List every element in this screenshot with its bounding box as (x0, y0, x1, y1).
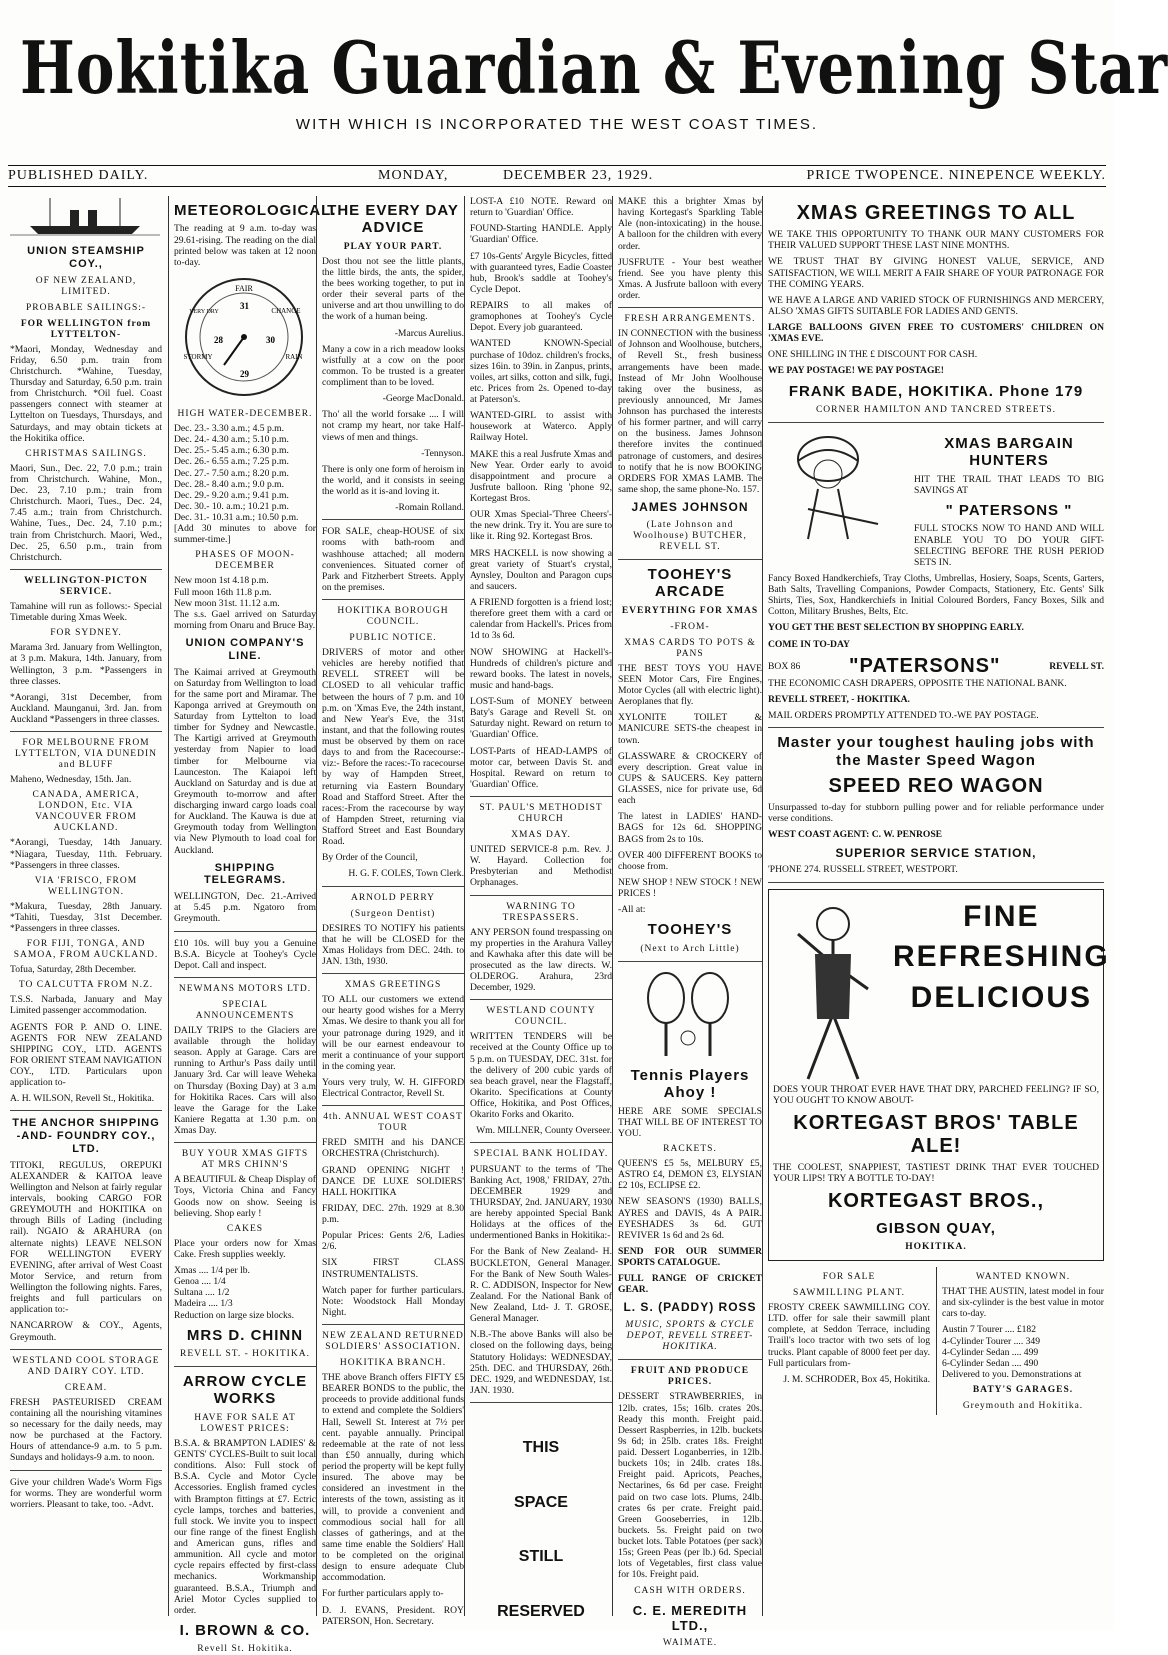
reo-agent: WEST COAST AGENT: C. W. PENROSE (768, 829, 943, 841)
dial-tick-29: 29 (240, 368, 249, 379)
steamship-icon (10, 196, 160, 236)
three-cheers-ad: OUR Xmas Special-'Three Cheers'-the new drink. Try it. You are sure to like it. Ring 92. Kortegast Bros. (470, 509, 612, 543)
balls-text: NEW SEASON'S (1930) BALLS, AYRES and DAVIS, 4s A PAIR. EYESHADES 3s 6d. GUT REVIVER 1s 6d and 2s 6d. (618, 1196, 762, 1241)
ross-name: L. S. (PADDY) ROSS (623, 1300, 757, 1315)
rsa-head: NEW ZEALAND RETURNED SOLDIERS' ASSOCIATION. (322, 1331, 464, 1353)
rsa-text: THE above Branch offers FIFTY £5 BEARER BONDS to the public, the proceeds to provide additional funds to extend and complete the Soldiers' Hall, Sewell St. Interest at 7½ per cent. payable annually. Principal redeemable at the rate of not less than £50 annually, during which period the property will be kept fully insured. The above may be considered an investment in the interests of the town, assisting as it will, to provide a convenient and commodious social hall for all classes of gatherings, and at the same time enable the Soldiers' Hall to be completed on the original design to ensure adequate Club accommodation. (322, 1372, 464, 1584)
dateline (8, 165, 1106, 187)
revell-street: REVELL STREET, - HOKITIKA. (768, 693, 910, 705)
dial-label-very-dry: VERY DRY (189, 308, 219, 315)
lost-money: LOST-Sum of MONEY between Baty's Garage and Revell St. on Saturday night. Reward on return to 'Guardian' Office. (470, 696, 612, 741)
advice-text: There is only one form of heroism in the world, and it consists in seeing the world as it is-and loving it. (322, 463, 464, 498)
sawmill-head: SAWMILLING PLANT. (792, 1288, 906, 1299)
tour-date: FRIDAY, DEC. 27th. 1929 at 8.30 p.m. (322, 1202, 464, 1226)
newmans-text: DAILY TRIPS to the Glaciers are available through the holiday season. Apply at Garage. Cars are running to Arthur's Pass daily until January 3rd. Car will leave Weheka on Thursday (Boxing Day) at 3 a.m for Hokitika Races. Cars will also leave the Garage for the Lake Kaniere Regatta at 1.30 p.m. on Xmas Day. (174, 1024, 316, 1137)
high-water-row: Dec. 29.- 9.20 a.m.; 9.41 p.m. (174, 489, 289, 501)
brown-name: I. BROWN & CO. (179, 1621, 311, 1639)
perry-sub: (Surgeon Dentist) (350, 908, 436, 919)
patersons-row (768, 655, 1104, 678)
anchor-text: TITOKI, REGULUS, OREPUKI ALEXANDER & KAITOA leave Wellington and Nelson at fairly regular intervals, booking CARGO FOR GREYMOUTH and HOKITIKA on through Bills of Lading (including rail). NGAIO & ARAHURA (on alternate nights) LEAVE NELSON FOR WELLINGTON EVERY EVENING, after arrival of West Coast Motor Service, and return from Wellington the following nights. Fares, freights and full particulars on application to:- (10, 1159, 162, 1316)
bank-sigs: For the Bank of New Zealand- H. BUCKLETON, General Manager. For the Bank of New South Wales- R. C. ADDISON, Inspector for New Zealand. For the National Bank of New Zealand, Ltd- J. T. GROSE, General Manager. (470, 1246, 612, 1325)
moon-row: New moon 31st. 11.12 a.m. (174, 597, 280, 609)
cricket: FULL RANGE OF CRICKET GEAR. (618, 1273, 762, 1296)
chinn-head: BUY YOUR XMAS GIFTS AT MRS CHINN'S (181, 1149, 309, 1171)
bargain-selection: YOU GET THE BEST SELECTION BY SHOPPING EARLY. (768, 622, 1024, 634)
cream-head: CREAM. (64, 1382, 108, 1393)
church-sub: XMAS DAY. (511, 830, 571, 841)
austin-row: 4-Cylinder Tourer .... 349 (942, 1335, 1041, 1347)
church-text: UNITED SERVICE-8 p.m. Rev. J. W. Hayard. Collection for Presbyterian and Methodist Orphanages. (470, 844, 612, 889)
bsa-text: £10 10s. will buy you a Genuine B.S.A. Bicycle at Toohey's Cycle Depot. Call and inspect. (174, 937, 316, 971)
greetings-postage: WE PAY POSTAGE! WE PAY POSTAGE! (768, 365, 944, 377)
bargain-fancy: Fancy Boxed Handkerchiefs, Tray Cloths, Umbrellas, Hosiery, Soaps, Scents, Garters, Bath Salts, Travelling Companions, Powder Compacts, Stationery, Etc. Gents' Silk Shirts, Ties, Sox, Handkerchiefs in Initial Coloured Borders, Fancy Boxes, Silk and Cotton, Military Brushes, Belts, Etc. (768, 572, 1104, 618)
cakes-row: Genoa .... 1/4 (174, 1276, 226, 1288)
high-water-row: Dec. 23.- 3.30 a.m.; 4.5 p.m. (174, 423, 285, 435)
reo-name: SPEED REO WAGON (828, 774, 1044, 797)
arrow-text: B.S.A. & BRAMPTON LADIES' & GENTS' CYCLES-Built to suit local conditions. Also: Full stock of B.S.A. Cycle and Motor Cycle Accessories. English framed cycles with Brampton fittings at £7. Ectric cycle lamps, torches and batteries, full stock. We invite you to inspect our fine range of the finest English and American guns, rifles and ammunition. All cycle and motor cycle repairs effected by first-class mechanics. Workmanship guaranteed. B.S.A., Triumph and Ariel Motor Cycles supplied to order. (174, 1437, 316, 1616)
fresh-head: FRESH ARRANGEMENTS. (624, 314, 756, 325)
cards-pots: XMAS CARDS TO POTS & PANS (624, 637, 756, 659)
toohey-name: TOOHEY'S (647, 921, 733, 939)
johnson-name: JAMES JOHNSON (631, 500, 749, 515)
perry-text: DESIRES TO NOTIFY his patients that he will be CLOSED for the Xmas Holidays from DEC. 24th. to JAN. 13th, 1930. (322, 922, 464, 967)
tour-six: SIX FIRST CLASS INSTRUMENTALISTS. (322, 1257, 464, 1280)
picton-text: Tamahine will run as follows:- Special Timetable during Xmas Week. (10, 601, 162, 624)
box-86: BOX 86 (768, 660, 801, 672)
advice-text: Dost thou not see the little plants, the little birds, the ants, the spider, the bees working together, to put in order their several parts of the universe and art thou unwilling to do the work of a human being. (322, 255, 464, 323)
melbourne-text: Maheno, Wednesday, 15th. Jan. (10, 774, 132, 786)
argyle-bicycles: £7 10s-Gents' Argyle Bicycles, fitted with guaranteed tyres, Eadie Coaster hub, Brook's saddle at Toohey's Cycle Depot. (470, 250, 612, 295)
xmas-sailings-head: CHRISTMAS SAILINGS. (25, 448, 147, 459)
cakes-row: Madeira .... 1/3 (174, 1298, 233, 1310)
austin-row: 6-Cylinder Sedan .... 490 (942, 1357, 1039, 1369)
moon-head: PHASES OF MOON-DECEMBER (195, 550, 295, 572)
wanted-known-head: WANTED KNOWN. (975, 1272, 1071, 1283)
all-at: -All at: (618, 904, 646, 916)
county-head: WESTLAND COUNTY COUNCIL. (486, 1006, 596, 1028)
county-text: WRITTEN TENDERS will be received at the County Office up to 5 p.m. on TUESDAY, DEC. 31st. for the delivery of 200 cubic yards of sea beach gravel, near the Flagstaff, Okarito. Specifications at County Office, Hokitika, and Post Offices, Okarito Forks and Okarito. (470, 1031, 612, 1121)
showing-ad: NOW SHOWING at Hackell's-Hundreds of children's picture and reward books. The latest in novels, music and hand-bags. (470, 646, 612, 691)
reserved-reserved: RESERVED (497, 1602, 585, 1620)
frisco-head: VIA 'FRISCO, FROM WELLINGTON. (34, 875, 138, 897)
baty-garages: BATY'S GARAGES. (972, 1385, 1074, 1396)
hackell-ad: MRS HACKELL is now showing a great variety of Stuart's crystal, Aynsley, Doulton and Paragon cups and saucers. (470, 547, 612, 592)
greetings-stock: WE HAVE A LARGE AND VARIED STOCK OF FURNISHINGS AND MERCERY, ALSO 'XMAS GIFTS SUITABLE FOR LADIES AND GENTS. (768, 294, 1104, 317)
books-text: OVER 400 DIFFERENT BOOKS to choose from. (618, 849, 762, 872)
bags-text: The latest in LADIES' HAND-BAGS for 12s 6d. SHOPPING BAGS from 2s to 10s. (618, 811, 762, 845)
fiji-head: FOR FIJI, TONGA, AND SAMOA, FROM AUCKLAND. (13, 939, 159, 961)
high-water-note: [Add 30 minutes to above for summer-time.] (174, 523, 316, 546)
greetings-take: WE TAKE THIS OPPORTUNITY TO THANK OUR MANY CUSTOMERS FOR THEIR VALUED SUPPORT THESE LAST NINE MONTHS. (768, 229, 1104, 252)
meredith-name: C. E. MEREDITH LTD., (632, 1602, 748, 1633)
bright-xmas: MAKE this a brighter Xmas by having Kortegast's Sparkling Table Ale (non-intoxicating) in the house. A balloon for the children with every order. (618, 196, 762, 252)
cakes-row: Sultana .... 1/2 (174, 1287, 230, 1299)
borough-text: DRIVERS of motor and other vehicles are hereby notified that REVELL STREET will be CLOSED to all vehicular traffic between the hours of 7 p.m. and 10 p.m. on 'Xmas Eve, the 24th instant, and New Year's Eve, the 31st instant, and that the following routes must be observed by them on race days to and from the Racecourse:-viz:- Before the races:-To racecourse by way of Hampden Street, returning via Eastern Boundary Road and Stafford Street. After the races:-From the racecourse by way of Hampden Street, returning via Stafford Street and East Boundary Road. (322, 647, 464, 848)
moon-text: The s.s. Gael arrived on Saturday morning from Onaru and Bruce Bay. (174, 608, 316, 631)
advice-text: Many a cow in a rich meadow looks wistfully at a cow on the poor common. To be trusted is a greater compliment than to be loved. (322, 343, 464, 389)
chinn-addr: REVELL ST. - HOKITIKA. (180, 1349, 310, 1360)
bottom-ads (768, 1267, 1104, 1415)
union-line-text: The Kaimai arrived at Greymouth on Saturday from Wellington to load for the same port and Miramar. The Kaponga arrived at Greymouth on Saturday from Lyttelton to load timber for Sydney and Newcastle. The Kartigi arrived at Greymouth yesterday from Napier to load timber for Melbourne via Launceston. The Kaiapoi left Auckland on Saturday and is due at Greymouth to-morrow and after discharging inward cargo loads coal for Auckland. The Kauwa is due at Greymouth today from Wellington via New Plymouth to load coal for Auckland. (174, 666, 316, 856)
greetings-discount: ONE SHILLING IN THE £ DISCOUNT FOR CASH. (768, 349, 978, 361)
gramophone-repairs: REPAIRS to all makes of gramophones at Toohey's Cycle Depot. Every job guaranteed. (470, 300, 612, 334)
high-water-row: Dec. 31.- 10.31 a.m.; 10.50 p.m. (174, 512, 299, 524)
high-water-row: Dec. 27.- 7.50 a.m.; 8.20 p.m. (174, 467, 289, 479)
masthead-subtitle: WITH WHICH IS INCORPORATED THE WEST COAST TIMES. (295, 116, 819, 133)
column-2 (168, 196, 337, 1655)
rackets: RACKETS. (663, 1144, 717, 1154)
wellington-text: *Maori, Monday, Wednesday and Friday, 6.50 p.m. train from Christchurch. *Wahine, Tuesday, Thursday and Saturday, 6.50 p.m. train from Christchurch. *Oil fuel. Coast passengers connect with steamer at Lyttelton on Tuesdays, Thursdays, and Saturdays, and may obtain tickets at the Hokitika office. (10, 343, 162, 444)
reserved-this: THIS (522, 1439, 560, 1456)
greet-text: TO ALL our customers we extend our hearty good wishes for a Merry Xmas. We desire to thank you all for your patronage during 1929, and it will be our earnest endeavour to merit a continuance of your support in the coming year. (322, 994, 464, 1072)
new-shop: NEW SHOP ! NEW STOCK ! NEW PRICES ! (618, 876, 762, 900)
meredith-addr: WAIMATE. (662, 1637, 718, 1648)
fruit-text: DESSERT STRAWBERRIES, in 12lb. crates, 15s; 16lb. crates 20s. Ready this month. Freight paid. Dessert Raspberries, in 12lb. buckets 9s 6d; in 25lb. crates 18s. Freight paid. Dessert Loganberries, in 12lb. buckets 10s; in 24lb. crates 18s. Freight paid. Apricots, Peaches, Nectarines, 6s 6d per case. Freight paid on two case lots. Plums, 24lb. crates 6s per crate. Freight paid. Green Gooseberries, in 12lb. buckets. 5s. Freight paid on two bucket lots. Table Potatoes (per sack) 15s; Green Peas (per lb.) 6d. Special lots of Vegetables, first class value for 10s. Freight paid. (618, 1391, 762, 1581)
from: -FROM- (670, 621, 710, 632)
agents-text: AGENTS FOR P. AND O. LINE. AGENTS FOR NEW ZEALAND SHIPPING COY., LTD. AGENTS FOR ORIENT STEAM NAVIGATION COY., LTD. Particulars upon application to- (10, 1021, 162, 1089)
bade-name: FRANK BADE, HOKITIKA. Phone 179 (788, 382, 1084, 400)
baty-addr: Greymouth and Hokitika. (962, 1401, 1084, 1412)
economic: THE ECONOMIC CASH DRAPERS, OPPOSITE THE NATIONAL BANK. (768, 677, 1067, 689)
barometer-dial (174, 273, 314, 401)
frisco-text: *Makura, Tuesday, 28th January. *Tahiti, Tuesday, 31st December. *Passengers in three classes. (10, 900, 162, 935)
reserved-still: STILL (518, 1548, 564, 1566)
nancarrow: NANCARROW & COY., Agents, Greymouth. (10, 1320, 162, 1343)
dial-label-change: CHANGE (271, 306, 301, 315)
chinn-name: MRS D. CHINN (186, 1326, 304, 1344)
canada-head: CANADA, AMERICA, LONDON, Etc. VIA VANCOUVER FROM AUCKLAND. (32, 790, 140, 834)
column-6 (762, 196, 1110, 1616)
masthead (20, 25, 1168, 133)
greetings-balloons: LARGE BALLOONS GIVEN FREE TO CUSTOMERS' CHILDREN ON 'XMAS EVE. (768, 322, 1104, 345)
sawmill-text: FROSTY CREEK SAWMILLING COY. LTD. offer for sale their sawmill plant complete, at Seddon Terrace, including Traill's loco tractor with two sets of log trucks. Plant capable of 8000 feet per day. Full particulars from- (768, 1302, 930, 1369)
picton-head: WELLINGTON-PICTON SERVICE. (24, 575, 148, 597)
tour-head: 4th. ANNUAL WEST COAST TOUR (323, 1112, 463, 1134)
greet-head: XMAS GREETINGS (344, 980, 442, 991)
shipping-head: SHIPPING TELEGRAMS. (203, 861, 287, 887)
high-water-row: Dec. 25.- 5.45 a.m.; 6.30 p.m. (174, 445, 289, 457)
cream-text: FRESH PASTEURISED CREAM containing all the nourishing vitamines so necessary for the daily needs, may now be purchased at the Factory. Hours of attendance-9 a.m. to 5 p.m. Sundays and holidays-9 a.m. to noon. (10, 1396, 162, 1464)
tennis-head: Tennis Players Ahoy ! (630, 1066, 750, 1102)
sawmill-ad (768, 1267, 930, 1415)
fiji-text: Tofua, Saturday, 28th December. (10, 964, 137, 976)
cakes-row: Xmas .... 1/4 per lb. (174, 1265, 250, 1277)
lost-lamps: LOST-Parts of HEAD-LAMPS of motor car, between Davis St. and Hospital. Reward on return to 'Guardian' Office. (470, 745, 612, 790)
advice-text: Tho' all the world forsake .... I will not cramp my heart, nor take Half-views of men and things. (322, 409, 464, 443)
sale-text: FOR SALE, cheap-HOUSE of six rooms with bath-room and washhouse attached; all modern conveniences. Situated corner of Park and Fitzherbert Streets. Apply on the premises. (322, 526, 464, 593)
everything-for-xmas: EVERYTHING FOR XMAS (621, 605, 759, 616)
high-water-row: Dec. 26.- 6.55 a.m.; 7.25 p.m. (174, 456, 289, 468)
come-in: COME IN TO-DAY (768, 638, 850, 650)
xmas-greetings-head: XMAS GREETINGS TO ALL (796, 202, 1076, 224)
rsa-further: For further particulars apply to- (322, 1588, 444, 1600)
fruit-head: FRUIT AND PRODUCE PRICES. (630, 1366, 750, 1388)
wanted-girl: WANTED-GIRL to assist with housework at Waterco. Apply Railway Hotel. (470, 410, 612, 444)
bargain-hunter-illustration (768, 429, 908, 549)
westland-head: WESTLAND COOL STORAGE AND DAIRY COY. LTD. (12, 1355, 160, 1377)
high-water-row: Dec. 30.- 10. a.m.; 10.21 p.m. (174, 500, 289, 512)
cakes-text: Place your orders now for Xmas Cake. Fresh supplies weekly. (174, 1237, 316, 1260)
agents-name: A. H. WILSON, Revell St., Hokitika. (10, 1093, 154, 1105)
tennis-racket-icon (618, 968, 758, 1058)
bank-text: PURSUANT to the terms of 'The Banking Act, 1908,' FRIDAY, 27th. DECEMBER 1929 and THURSDAY, 2nd. JANUARY, 1930 are hereby appointed Special Bank Holidays at the offices of the undermentioned Banks in Hokitika:- (470, 1163, 612, 1242)
glassware-text: GLASSWARE & CROCKERY of every description. Great value in CUPS & SAUCERS. Key pattern GLASSES, nice for private use, 6d each (618, 750, 762, 807)
austin-row: Austin 7 Tourer .... £182 (942, 1324, 1037, 1336)
bade-addr: CORNER HAMILTON AND TANCRED STREETS. (815, 404, 1057, 415)
mail-orders: MAIL ORDERS PROMPTLY ATTENDED TO.-WE PAY POSTAGE. (768, 710, 1039, 722)
anchor-title: THE ANCHOR SHIPPING -AND- FOUNDRY COY., LTD. (12, 1117, 160, 1155)
ross-sub: MUSIC, SPORTS & CYCLE DEPOT, REVELL STREET-HOKITIKA. (625, 1320, 755, 1353)
cakes-note: Reduction on large size blocks. (174, 1309, 294, 1321)
reo-text: Unsurpassed to-day for stubborn pulling power and for reliable performance under verse conditions. (768, 802, 1104, 825)
worm-text: Give your children Wade's Worm Figs for worms. They are wonderful worm worriers. Pleasant to take, too. -Advt. (10, 1476, 162, 1510)
public-head: PUBLIC NOTICE. (349, 633, 437, 644)
bargain-stocks: FULL STOCKS NOW TO HAND AND WILL ENABLE YOU TO DO YOUR GIFT-SELECTING BEFORE THE RUSH PERIOD SETS IN. (914, 523, 1104, 568)
brown-addr: Revell St. Hokitika. (197, 1644, 293, 1655)
revell-st: REVELL ST. (1049, 660, 1104, 672)
union-sub: OF NEW ZEALAND, LIMITED. (35, 275, 137, 297)
advice-author: -George MacDonald. (382, 393, 464, 405)
johnson-sub: (Late Johnson and Woolhouse) BUTCHER, REVELL ST. (633, 519, 747, 552)
advice-author: -Tennyson. (421, 447, 464, 459)
union-line-head: UNION COMPANY'S LINE. (185, 637, 305, 662)
perry-head: ARNOLD PERRY (350, 892, 436, 903)
reo-phone: 'PHONE 274. RUSSELL STREET, WESTPORT. (768, 864, 958, 876)
advice-author: -Romain Rolland. (395, 502, 464, 514)
tour-watch: Watch paper for further particulars. Note: Woodstock Hall Monday Night. (322, 1284, 464, 1318)
column-3 (316, 196, 464, 1627)
column-5 (612, 196, 762, 1648)
tour-open: GRAND OPENING NIGHT ! DANCE DE LUXE SOLDIERS' HALL HOKITIKA (322, 1164, 464, 1198)
arcade-head: TOOHEY'S ARCADE (647, 565, 733, 601)
throat: DOES YOUR THROAT EVER HAVE THAT DRY, PARCHED FEELING? IF SO, YOU OUGHT TO KNOW ABOUT- (773, 1083, 1099, 1106)
bargain-section (768, 429, 1104, 573)
kortegast-ale: KORTEGAST BROS' TABLE ALE! (793, 1111, 1079, 1158)
union-title: UNION STEAMSHIP COY., (27, 245, 145, 270)
for-sale-head: FOR SALE (822, 1272, 876, 1283)
greet-sig: Yours very truly, W. H. GIFFORD Electrical Contractor, Revell St. (322, 1077, 464, 1100)
dial-needle (224, 337, 244, 365)
bather-illustration (773, 894, 893, 1084)
bank-head: SPECIAL BANK HOLIDAY. (473, 1149, 609, 1160)
catalogue: SEND FOR OUR SUMMER SPORTS CATALOGUE. (618, 1245, 762, 1269)
day: MONDAY, (378, 168, 449, 183)
special-head: SPECIAL ANNOUNCEMENTS (195, 999, 295, 1021)
moon-row: Full moon 16th 11.8 p.m. (174, 586, 272, 598)
austin-row: 4-Cylinder Sedan .... 499 (942, 1346, 1039, 1358)
auckland-text: *Aorangi, 31st December, from Auckland. Maunganui, 3rd. Jan. from Auckland *Passengers in three classes. (10, 691, 162, 726)
dial-label-rain: RAIN (285, 352, 303, 361)
bargain-head: XMAS BARGAIN HUNTERS (944, 434, 1074, 470)
date: DECEMBER 23, 1929. (503, 168, 654, 183)
xylonite-text: XYLONITE TOILET & MANICURE SETS-the cheapest in town. (618, 712, 762, 746)
column-4 (464, 196, 612, 1620)
tour-text: FRED SMITH and his DANCE ORCHESTRA (Christchurch). (322, 1137, 464, 1160)
kortegast-hokitika: HOKITIKA. (905, 1242, 967, 1253)
cash-orders: CASH WITH ORDERS. (634, 1585, 746, 1596)
reo-head: Master your toughest hauling jobs with the Master Speed Wagon (777, 734, 1095, 769)
greetings-trust: WE TRUST THAT BY GIVING HONEST VALUE, SERVICE, AND SATISFACTION, WE WILL MERIT A FAIR SHARE OF YOUR PATRONAGE FOR THE COMING YEARS. (768, 256, 1104, 290)
sydney-head: FOR SYDNEY. (50, 628, 122, 639)
reserved-space: SPACE (514, 1493, 568, 1511)
superior: SUPERIOR SERVICE STATION, (835, 845, 1037, 860)
cakes-head: CAKES (226, 1223, 264, 1234)
patersons: " PATERSONS " (945, 502, 1073, 519)
austin-ad (936, 1267, 1104, 1415)
tennis-text: HERE ARE SOME SPECIALS THAT WILL BE OF INTEREST TO YOU. (618, 1105, 762, 1139)
fine: FINE (963, 899, 1040, 933)
borough-sig: H. G. F. COLES, Town Clerk. (348, 868, 464, 880)
patersons-large: "PATERSONS" (849, 654, 1001, 677)
advice-author: -Marcus Aurelius. (394, 327, 464, 339)
play-head: PLAY YOUR PART. (343, 241, 443, 252)
friend-ad: A FRIEND forgotten is a friend lost; therefore greet them with a card or calendar from Hackell's. Prices from 1d to 3s 6d. (470, 597, 612, 642)
dial-tick-31: 31 (240, 300, 249, 311)
austin-demo: Delivered to you. Demonstrations at (942, 1368, 1082, 1380)
fresh-text: IN CONNECTION with the business of Johnson and Woolhouse, butchers, of Revell St., fresh business arrangements have been made. Instead of Mr John Woolhouse taking over the business, as previously announced, Mr James Johnson has purchased the interests of his former partner, and will carry on the business. James Johnson therefore invites the continued patronage of customers, and desires to notify that he is now BOOKING ORDERS FOR XMAS LAMB. The same shop, the same phone-No. 157. (618, 328, 762, 495)
gibson-quay: GIBSON QUAY, (876, 1219, 996, 1237)
tour-prices: Popular Prices: Gents 2/6, Ladies 2/6. (322, 1230, 464, 1253)
toys-text: THE BEST TOYS YOU HAVE SEEN Motor Cars, Fire Engines, Motor Cycles (all with electric light). Aeroplanes that fly. (618, 662, 762, 708)
high-water-head: HIGH WATER-DECEMBER. (177, 409, 313, 420)
borough-by: By Order of the Council, (322, 852, 418, 864)
bank-note: N.B.-The above Banks will also be closed on the following days, being Statutory Holidays: WEDNESDAY, 25th. DEC. and THURSDAY, 26th. DEC. 1929, and WEDNESDAY, 1st. JAN. 1930. (470, 1329, 612, 1396)
trespass-text: ANY PERSON found trespassing on my properties in the Arahura Valley and Kawhaka after this date will be prosecuted as the law directs. W. OLDEROG. Arahura, 23rd December, 1929. (470, 926, 612, 994)
delicious: DELICIOUS (910, 981, 1093, 1015)
price: PRICE TWOPENCE. NINEPENCE WEEKLY. (806, 168, 1106, 183)
rsa-sub: HOKITIKA BRANCH. (339, 1358, 447, 1369)
column-1 (10, 196, 162, 1616)
calcutta-head: TO CALCUTTA FROM N.Z. (18, 980, 154, 991)
wanted-known-text: THAT THE AUSTIN, latest model in four and six-cylinder is the best value in motor cars to-day. (942, 1286, 1104, 1320)
borough-head: HOKITIKA BOROUGH COUNCIL. (337, 606, 449, 628)
advice-head: THE EVERY DAY ADVICE (327, 202, 459, 237)
high-water-row: Dec. 28.- 8.40 a.m.; 9.0 p.m. (174, 478, 285, 490)
lost-note: LOST-A £10 NOTE. Reward on return to 'Guardian' Office. (470, 196, 612, 219)
toohey-sub: (Next to Arch Little) (640, 943, 740, 954)
dial-label-fair: FAIR (235, 283, 253, 293)
jusfrute-weather: JUSFRUTE - Your best weather friend. See you have plenty this Xmas. A Jusfrute balloon with every order. (618, 256, 762, 301)
newmans-head: NEWMANS MOTORS LTD. (178, 983, 312, 994)
chinn-text: A BEAUTIFUL & Cheap Display of Toys, Victoria China and Fancy Goods now on show. Seeing is believing. Shop early ! (174, 1174, 316, 1219)
masthead-title: Hokitika Guardian & Evening Star (20, 25, 1168, 111)
dial-tick-28: 28 (214, 334, 223, 345)
xmas-sailings-text: Maori, Sun., Dec. 22, 7.0 p.m.; train from Christchurch. Wahine, Mon., Dec. 23, 7.10 p.m.; train from Christchurch. Maori, Tues., Dec. 24, 7.45 a.m.; train from Christchurch. Wahine, Tues., Dec. 24, 7.10 p.m.; train from Christchurch. Maori, Wed., Dec. 25, 6.50 p.m., train from Christchurch. (10, 462, 162, 563)
arrow-sub: HAVE FOR SALE AT LOWEST PRICES: (194, 1412, 296, 1434)
high-water-row: Dec. 24.- 4.30 a.m.; 5.10 p.m. (174, 434, 289, 446)
meteorological-text: The reading at 9 a.m. to-day was 29.61-rising. The reading on the dial printed below was taken at 12 noon to-day. (174, 223, 316, 268)
found-handle: FOUND-Starting HANDLE. Apply 'Guardian' Office. (470, 223, 612, 246)
high-water-table (174, 423, 316, 523)
trespass-head: WARNING TO TRESPASSERS. (502, 901, 580, 923)
arrow-head: ARROW CYCLE WORKS (182, 1373, 308, 1408)
melbourne-head: FOR MELBOURNE FROM LYTTELTON, VIA DUNEDIN and BLUFF (15, 738, 157, 771)
sydney-text: Marama 3rd. January from Wellington, at 3 p.m. Makura, 14th. January, from Wellington, 3 p.m. *Passengers in three classes. (10, 642, 162, 687)
bargain-trail: HIT THE TRAIL THAT LEADS TO BIG SAVINGS AT (914, 473, 1104, 496)
dial-label-stormy: STORMY (183, 352, 213, 361)
calcutta-text: T.S.S. Narbada, January and May Limited passenger accommodation. (10, 994, 162, 1017)
published-daily: PUBLISHED DAILY. (8, 168, 149, 183)
racket-prices: QUEEN'S £5 5s, MELBURY £5, ASTRO £4, DEMON £3, ELYSIAN £2 10s, ECLIPSE £2. (618, 1158, 762, 1192)
refreshing: REFRESHING (893, 940, 1110, 974)
meteorological-head: METEOROLOGICAL. (174, 202, 337, 219)
rsa-sig: D. J. EVANS, President. ROY PATERSON, Hon. Secretary. (322, 1604, 464, 1627)
dial-tick-30: 30 (266, 334, 275, 345)
coolest: THE COOLEST, SNAPPIEST, TASTIEST DRINK THAT EVER TOUCHED YOUR LIPS! TRY A BOTTLE TO-DAY! (773, 1162, 1099, 1185)
county-sig: Wm. MILLNER, County Overseer. (476, 1125, 612, 1137)
kortegast-name: KORTEGAST BROS., (827, 1190, 1044, 1213)
shipping-text: WELLINGTON, Dec. 21.-Arrived at 5.45 p.m. Ngatoro from Greymouth. (174, 891, 316, 925)
wellington-head: FOR WELLINGTON from LYTTELTON- (20, 318, 152, 340)
moon-row: New moon 1st 4.18 p.m. (174, 575, 269, 587)
wanted-frocks: WANTED KNOWN-Special purchase of 10doz. children's frocks, sizes 16in. to 39in. in Zanpus, prints, voiles, art silks, cotton and silk, fugi, etc. Prices from 2s. Opened to-day at Paterson's. (470, 338, 612, 405)
probable-sailings: PROBABLE SAILINGS:- (25, 302, 147, 313)
canada-text: *Aorangi, Tuesday, 14th January. *Niagara, Tuesday, 11th. February. *Passengers in three classes. (10, 837, 162, 871)
jusfrute-ad: MAKE this a real Jusfrute Xmas and New Year. Order early to avoid disappointment and procure a Jusfrute balloon. Ring 'phone 92, Kortegast Bros. (470, 448, 612, 504)
church-head: ST. PAUL'S METHODIST CHURCH (479, 803, 603, 825)
sawmill-sig: J. M. SCHRODER, Box 45, Hokitika. (783, 1373, 930, 1385)
kortegast-ad (768, 889, 1110, 1261)
